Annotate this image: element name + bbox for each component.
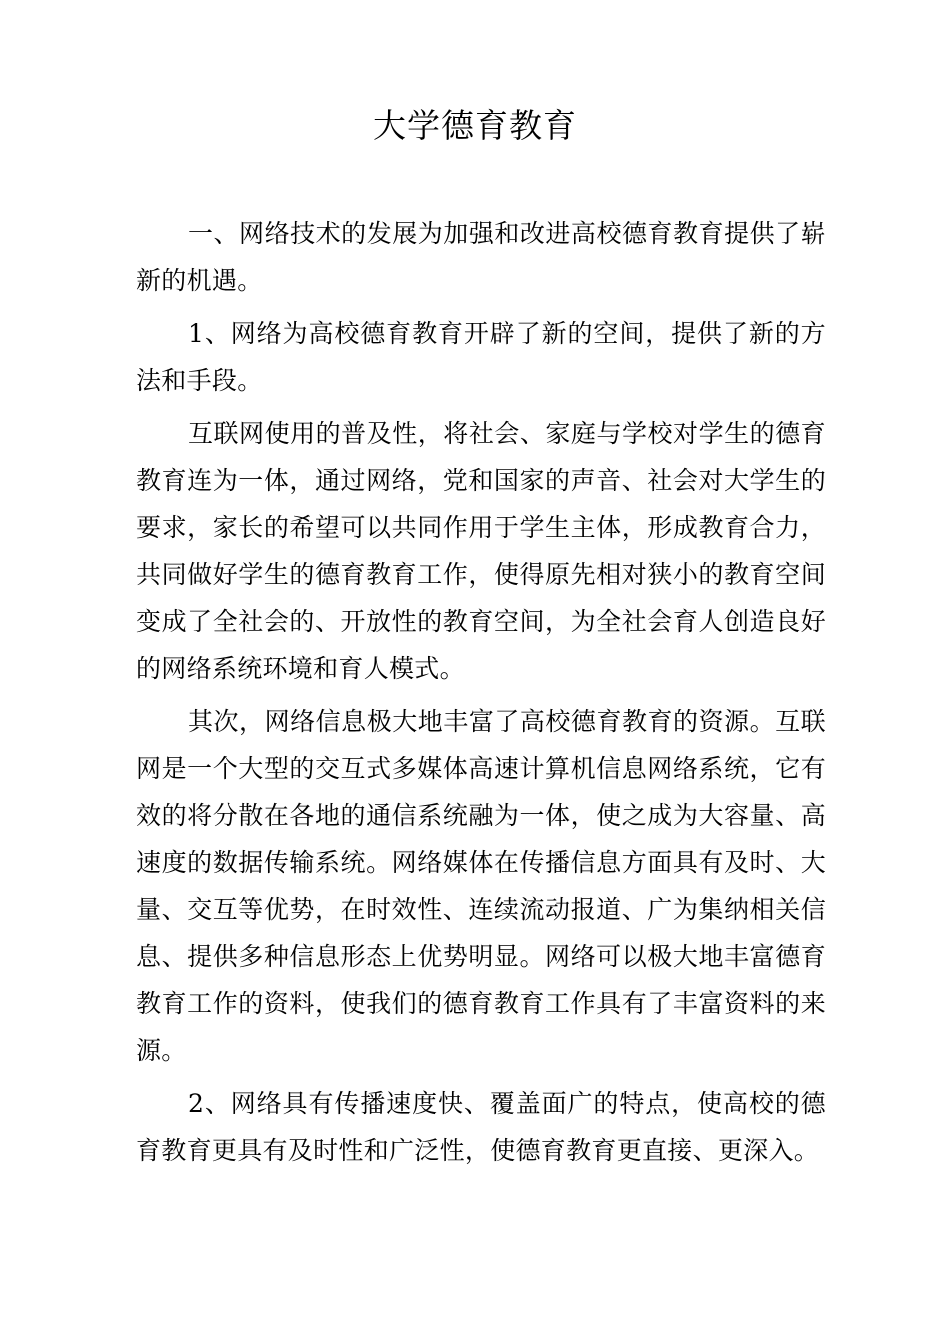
paragraph-internet-popularity: 互联网使用的普及性，将社会、家庭与学校对学生的德育教育连为一体，通过网络，党和国家的声音、社会对大学生的要求，家长的希望可以共同作用于学生主体，形成教育合力，共同做好学生的德育教育工作，使得原先相对狭小的教育空间变成了全社会的、开放性的教育空间，为全社会育人创造良好的网络系统环境和育人模式。: [136, 419, 826, 683]
paragraph-section-heading: 一、网络技术的发展为加强和改进高校德育教育提供了崭新的机遇。: [136, 219, 826, 295]
document-body: [136, 210, 826, 1180]
paragraph-point-1: 1、网络为高校德育教育开辟了新的空间，提供了新的方法和手段。: [136, 319, 826, 395]
paragraph-network-resources: 其次，网络信息极大地丰富了高校德育教育的资源。互联网是一个大型的交互式多媒体高速计算机信息网络系统，它有效的将分散在各地的通信系统融为一体，使之成为大容量、高速度的数据传输系统。网络媒体在传播信息方面具有及时、大量、交互等优势，在时效性、连续流动报道、广为集纳相关信息、提供多种信息形态上优势明显。网络可以极大地丰富德育教育工作的资料，使我们的德育教育工作具有了丰富资料的来源。: [136, 707, 826, 1065]
document-title: 大学德育教育: [373, 106, 577, 145]
paragraph-point-2: 2、网络具有传播速度快、覆盖面广的特点，使高校的德育教育更具有及时性和广泛性，使德育教育更直接、更深入。: [136, 1089, 826, 1165]
